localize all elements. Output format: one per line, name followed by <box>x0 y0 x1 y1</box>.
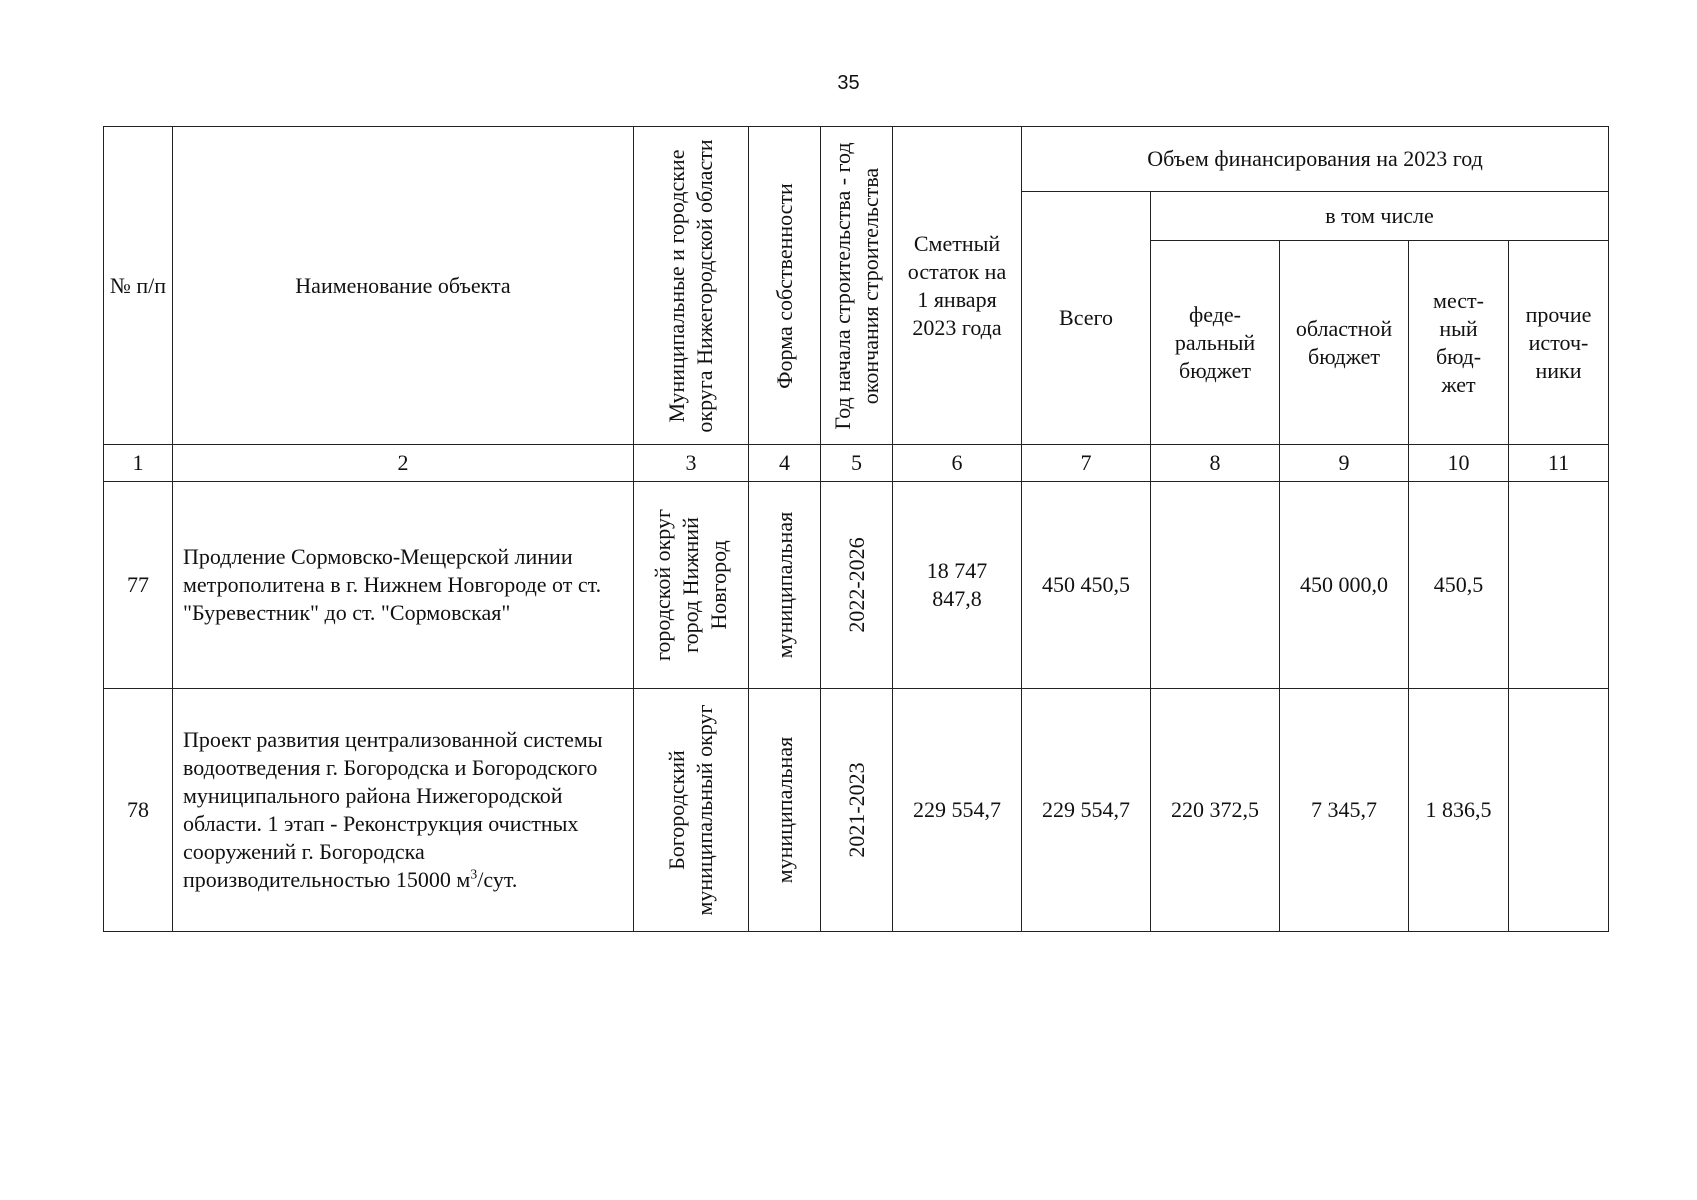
row-federal: 220 372,5 <box>1151 689 1280 932</box>
header-ownership-label: Форма собственности <box>771 182 797 389</box>
row-years-text: 2022-2026 <box>843 537 869 633</box>
header-years <box>821 127 893 445</box>
row-other <box>1509 689 1609 932</box>
row-name-text: Продление Сормовско-Мещерской линии метрополитена в г. Нижнем Новгороде от ст. "Буревестник" до ст. "Сормовская" <box>183 544 602 625</box>
header-total: Всего <box>1022 192 1151 445</box>
row-municipality <box>634 482 749 689</box>
header-remainder <box>893 127 1022 445</box>
header-regional: областной бюджет <box>1280 241 1409 445</box>
row-ownership <box>749 689 821 932</box>
row-municipality-text: городской округ город Нижний Новгород <box>650 508 731 662</box>
row-remainder <box>893 482 1022 689</box>
column-number: 8 <box>1151 445 1280 482</box>
header-name: Наименование объекта <box>173 127 634 445</box>
financing-table <box>103 126 1609 932</box>
header-years-label: Год начала строительства - год окончания строительства <box>829 141 883 430</box>
header-other-label: прочие источ-ники <box>1525 301 1592 383</box>
column-number: 2 <box>173 445 634 482</box>
row-total: 229 554,7 <box>1022 689 1151 932</box>
column-numbers-row <box>104 445 1609 482</box>
column-number: 9 <box>1280 445 1409 482</box>
header-municipality <box>634 127 749 445</box>
header-remainder-label: Сметный остаток на 1 января 2023 года <box>907 230 1007 340</box>
row-total: 450 450,5 <box>1022 482 1151 689</box>
row-ownership-text: муниципальная <box>771 511 797 659</box>
row-years <box>821 689 893 932</box>
row-local: 1 836,5 <box>1409 689 1509 932</box>
row-remainder: 229 554,7 <box>893 689 1022 932</box>
row-municipality <box>634 689 749 932</box>
column-number: 5 <box>821 445 893 482</box>
row-years <box>821 482 893 689</box>
column-number: 7 <box>1022 445 1151 482</box>
page-number: 35 <box>837 72 860 94</box>
header-including: в том числе <box>1151 192 1609 241</box>
row-name-text: Проект развития централизованной системы водоотведения г. Богородска и Богородского муниципального района Нижегородской области. 1 этап - Реконструкция очистных сооружений г. Богородска производительностью 15000 <box>183 727 603 892</box>
header-federal-label: феде-ральный бюджет <box>1174 301 1256 383</box>
header-local <box>1409 241 1509 445</box>
column-number: 10 <box>1409 445 1509 482</box>
header-municipality-label: Муниципальные и городские округа Нижегородской области <box>664 138 717 433</box>
row-ownership <box>749 482 821 689</box>
row-ownership-text: муниципальная <box>771 736 797 884</box>
row-name <box>173 482 634 689</box>
header-num: № п/п <box>104 127 173 445</box>
row-regional: 7 345,7 <box>1280 689 1409 932</box>
header-ownership <box>749 127 821 445</box>
table-row <box>104 689 1609 932</box>
row-name-unit-sup: 3 <box>470 867 478 883</box>
row-municipality-text: Богородский муниципальный округ <box>664 704 717 916</box>
column-number: 6 <box>893 445 1022 482</box>
header-financing: Объем финансирования на 2023 год <box>1022 127 1609 192</box>
row-other <box>1509 482 1609 689</box>
row-num: 77 <box>104 482 173 689</box>
column-number: 1 <box>104 445 173 482</box>
header-local-label: мест-ный бюд-жет <box>1433 287 1484 397</box>
row-name-unit-tail: /сут. <box>477 867 518 892</box>
header-federal <box>1151 241 1280 445</box>
row-federal <box>1151 482 1280 689</box>
row-local: 450,5 <box>1409 482 1509 689</box>
row-name-unit: м <box>456 867 471 892</box>
column-number: 3 <box>634 445 749 482</box>
column-number: 4 <box>749 445 821 482</box>
header-other <box>1509 241 1609 445</box>
column-number: 11 <box>1509 445 1609 482</box>
table-row <box>104 482 1609 689</box>
row-remainder-text: 18 747 847,8 <box>926 558 988 611</box>
row-num: 78 <box>104 689 173 932</box>
row-years-text: 2021-2023 <box>843 762 869 858</box>
row-name <box>173 689 634 932</box>
row-regional: 450 000,0 <box>1280 482 1409 689</box>
